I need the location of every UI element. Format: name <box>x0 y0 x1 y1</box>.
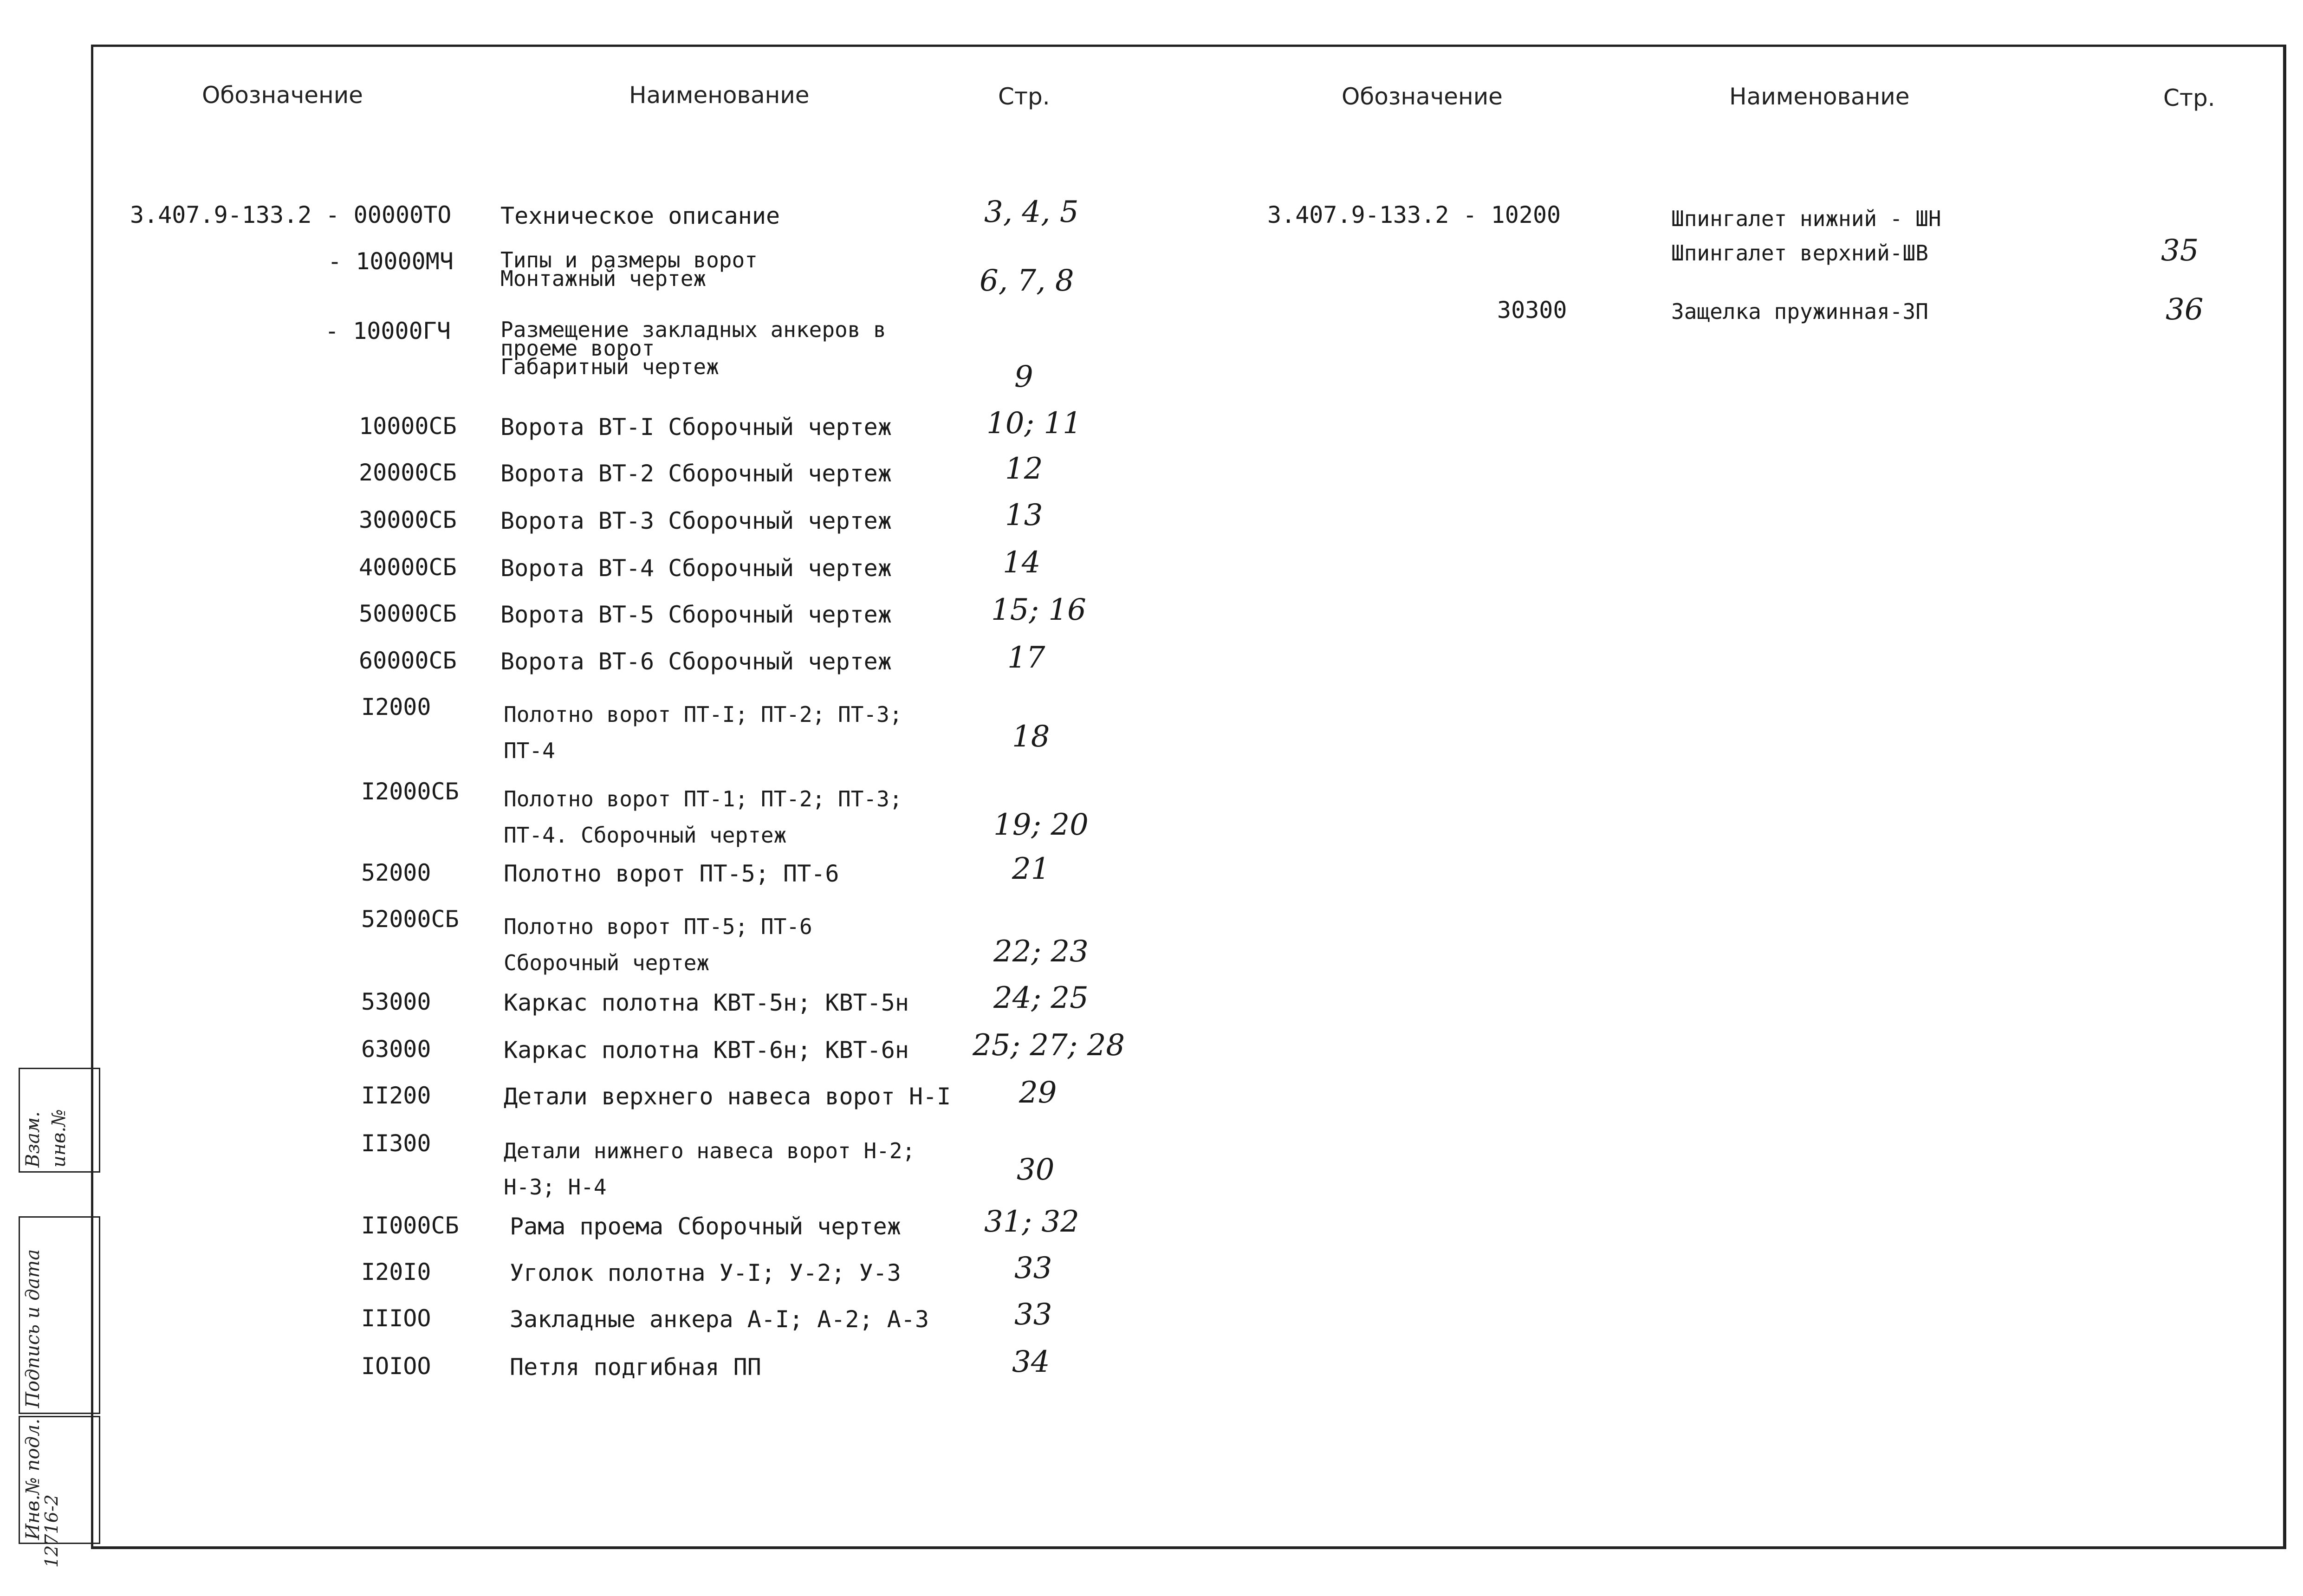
stamp-inv-number: 12716-2 <box>41 1494 62 1568</box>
page-cell: 12 <box>1005 452 1043 486</box>
name-cell: Каркас полотна КВТ-5н; КВТ-5н <box>504 989 909 1016</box>
page-cell: 30 <box>1017 1153 1055 1187</box>
header-designation-right: Обозначение <box>1342 83 1503 110</box>
name-cell: Петля подгибная ПП <box>510 1354 761 1381</box>
page-cell: 36 <box>2166 292 2204 327</box>
designation-cell: 50000СБ <box>359 600 457 627</box>
stamp-cell <box>19 1216 100 1414</box>
name-cell: Шпингалет нижний - ШН <box>1671 206 1941 231</box>
stamp-label: Инв.№ подл. <box>22 1418 44 1540</box>
page-cell: 13 <box>1005 498 1043 532</box>
page-cell: 35 <box>2161 234 2199 268</box>
name-cell: Размещение закладных анкеров в проеме ворот Габаритный чертеж <box>500 317 886 379</box>
designation-cell: II300 <box>361 1130 431 1157</box>
page-cell: 14 <box>1003 545 1041 580</box>
page-cell: 33 <box>1014 1251 1052 1285</box>
designation-cell: I2000 <box>361 694 431 720</box>
designation-cell: IIIOO <box>361 1305 431 1332</box>
page-cell: 24; 25 <box>993 981 1089 1015</box>
name-cell: Ворота ВТ-6 Сборочный чертеж <box>500 648 892 675</box>
name-cell: Детали верхнего навеса ворот Н-I <box>504 1083 951 1110</box>
designation-cell: 30300 <box>1497 297 1567 324</box>
page-cell: 21 <box>1012 852 1050 886</box>
page-cell: 6, 7, 8 <box>980 264 1074 298</box>
stamp-cell <box>19 1068 100 1173</box>
name-cell: Закладные анкера А-I; А-2; А-3 <box>510 1306 929 1333</box>
designation-cell: II000СБ <box>361 1212 459 1239</box>
stamp-label: Взам. инв.№ <box>22 1109 70 1168</box>
name-cell: Типы и размеры ворот Монтажный чертеж <box>500 247 758 291</box>
name-cell: Полотно ворот ПТ-1; ПТ-2; ПТ-3; ПТ-4. Сборочный чертеж <box>504 786 902 848</box>
designation-cell: - 10000МЧ <box>328 248 454 275</box>
designation-cell: 52000 <box>361 859 431 886</box>
page-cell: 22; 23 <box>993 934 1089 969</box>
name-cell: Полотно ворот ПТ-I; ПТ-2; ПТ-3; ПТ-4 <box>504 702 902 763</box>
designation-cell: II200 <box>361 1082 431 1109</box>
designation-cell: - 10000ГЧ <box>325 318 451 344</box>
header-designation-left: Обозначение <box>202 82 363 109</box>
name-cell: Защелка пружинная-ЗП <box>1671 299 1928 324</box>
designation-cell: 3.407.9-133.2 - 10200 <box>1267 201 1561 228</box>
name-cell: Шпингалет верхний-ШВ <box>1671 240 1928 266</box>
page-cell: 29 <box>1019 1076 1057 1110</box>
name-cell: Ворота ВТ-2 Сборочный чертеж <box>500 460 892 487</box>
stamp-cell <box>19 1416 100 1568</box>
name-cell: Уголок полотна У-I; У-2; У-3 <box>510 1259 901 1286</box>
header-page-right: Стр. <box>2163 84 2215 111</box>
page-cell: 25; 27; 28 <box>973 1028 1125 1063</box>
header-page-left: Стр. <box>998 83 1050 110</box>
name-cell: Ворота ВТ-4 Сборочный чертеж <box>500 555 892 582</box>
page-cell: 17 <box>1007 641 1045 675</box>
designation-cell: IOIOO <box>361 1353 431 1380</box>
page-cell: 10; 11 <box>986 406 1082 441</box>
page-cell: 9 <box>1014 360 1033 394</box>
designation-cell: 52000СБ <box>361 906 459 933</box>
designation-cell: 20000СБ <box>359 459 457 486</box>
name-cell: Полотно ворот ПТ-5; ПТ-6 <box>504 860 839 887</box>
name-cell: Полотно ворот ПТ-5; ПТ-6 Сборочный чертеж <box>504 914 812 975</box>
stamp-label: Подпись и дата <box>22 1249 44 1408</box>
designation-cell: 30000СБ <box>359 506 457 533</box>
designation-cell: 53000 <box>361 988 431 1015</box>
page-cell: 33 <box>1014 1298 1052 1332</box>
designation-cell: 63000 <box>361 1036 431 1063</box>
page-cell: 15; 16 <box>991 593 1086 627</box>
name-cell: Рама проема Сборочный чертеж <box>510 1213 901 1240</box>
designation-cell: 60000СБ <box>359 647 457 674</box>
header-name-left: Наименование <box>629 82 810 109</box>
name-cell: Ворота ВТ-3 Сборочный чертеж <box>500 507 892 534</box>
name-cell: Ворота ВТ-I Сборочный чертеж <box>500 414 892 441</box>
designation-cell: 40000СБ <box>359 554 457 581</box>
designation-cell: 10000СБ <box>359 413 457 440</box>
page-cell: 18 <box>1012 720 1050 754</box>
designation-cell: I2000СБ <box>361 778 459 805</box>
name-cell: Каркас полотна КВТ-6н; КВТ-6н <box>504 1037 909 1064</box>
page-cell: 34 <box>1012 1345 1050 1379</box>
name-cell: Детали нижнего навеса ворот Н-2; Н-3; Н-4 <box>504 1138 915 1200</box>
designation-cell: I20I0 <box>361 1259 431 1285</box>
header-name-right: Наименование <box>1729 83 1910 110</box>
name-cell: Ворота ВТ-5 Сборочный чертеж <box>500 601 892 628</box>
designation-cell: 3.407.9-133.2 - 00000ТО <box>130 201 452 228</box>
name-cell: Техническое описание <box>500 202 780 229</box>
page-cell: 3, 4, 5 <box>984 195 1079 229</box>
page-cell: 31; 32 <box>984 1205 1079 1239</box>
page-cell: 19; 20 <box>993 808 1089 842</box>
